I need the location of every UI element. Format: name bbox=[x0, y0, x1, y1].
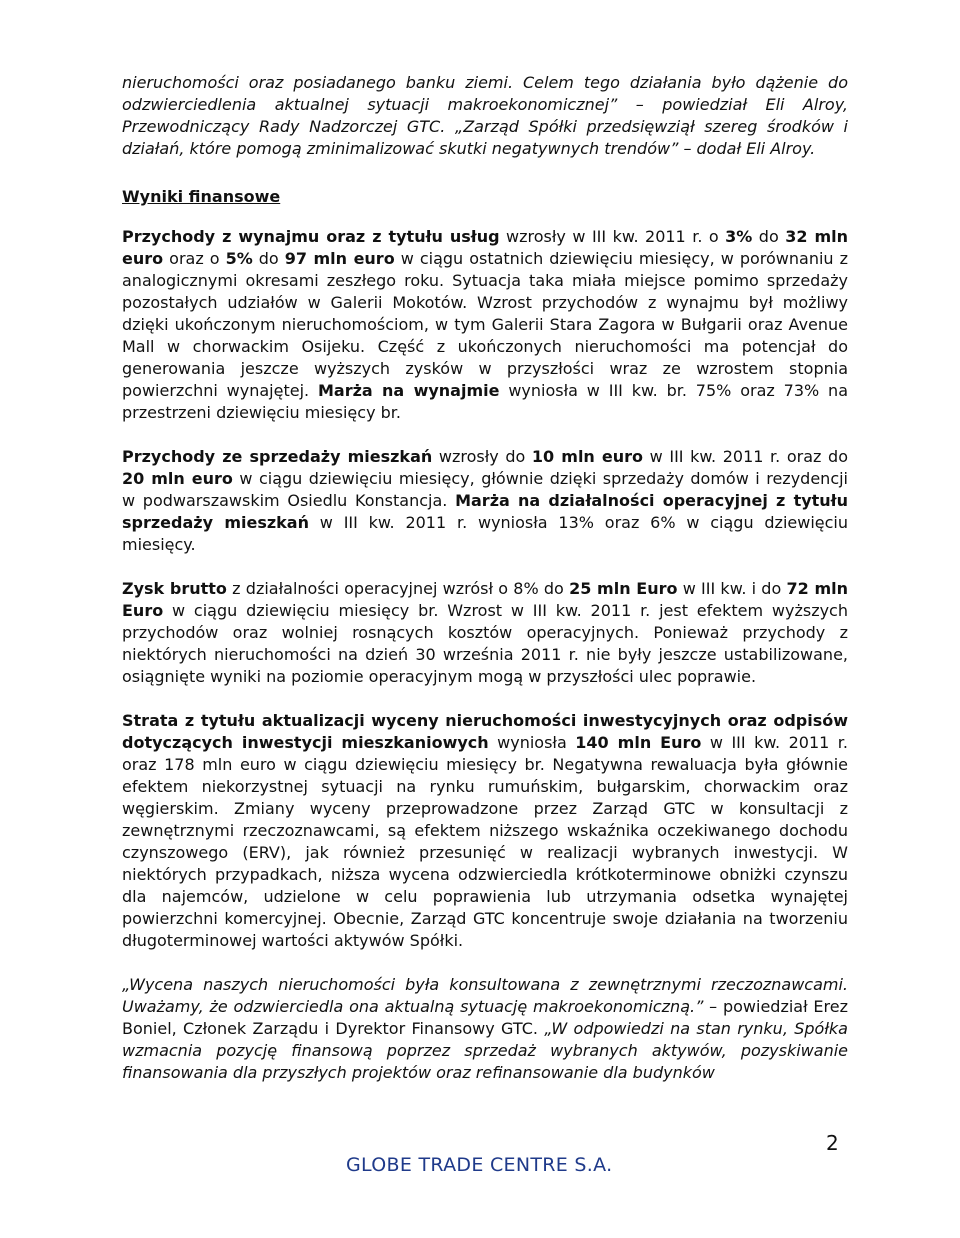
paragraph-rental-revenue bbox=[122, 226, 848, 424]
text-bold: 20 mln euro bbox=[122, 469, 233, 488]
text: wzrosły do bbox=[432, 447, 532, 466]
text: w III kw. i do bbox=[677, 579, 787, 598]
text: wyniosła bbox=[488, 733, 576, 752]
text-bold: Marża na działalności operacyjnej z tytułu sprzedaży mieszkań bbox=[122, 491, 849, 532]
text: wzrosły w III kw. 2011 r. o bbox=[499, 227, 726, 246]
text: wyniosła w III kw. br. 75% oraz 73% na przestrzeni dziewięciu miesięcy br. bbox=[122, 381, 849, 422]
footer-company-name: GLOBE TRADE CENTRE S.A. bbox=[346, 1154, 613, 1176]
text-bold: 72 mln Euro bbox=[122, 579, 849, 620]
text: w III kw. 2011 r. oraz do bbox=[643, 447, 848, 466]
text: w III kw. 2011 r. oraz 178 mln euro w ciągu dziewięciu miesięcy br. Negatywna rewaluacja była głównie efektem niekorzystnej sytuacji na rynku rumuńskim, bułgarskim, chorwackim oraz węgierskim. Zmiany wyceny przeprowadzone przez Zarząd GTC w konsultacji z zewnętrznymi rzeczoznawcami, są efektem niższego wskaźnika oczekiwanego dochodu czynszowego (ERV), jak również przesunięć w realizacji wybranych inwestycji. W niektórych przypadkach, niższa wycena odzwierciedla krótkoterminowe obniżki czynszu dla najemców, udzielone w celu poprawienia lub utrzymania odsetka wynajętej powierzchni komercyjnej. Obecnie, Zarząd GTC koncentruje swoje działania na tworzeniu długoterminowej wartości aktywów Spółki. bbox=[122, 733, 848, 950]
text-bold: 5% bbox=[225, 249, 253, 268]
text: oraz o bbox=[163, 249, 226, 268]
text: – powiedział Erez Boniel, Członek Zarządu i Dyrektor Finansowy GTC. bbox=[122, 997, 849, 1038]
text-bold: Przychody z wynajmu oraz z tytułu usług bbox=[122, 227, 500, 246]
text: w III kw. 2011 r. wyniosła 13% oraz 6% w ciągu dziewięciu miesięcy. bbox=[122, 513, 849, 554]
section-heading: Wyniki finansowe bbox=[122, 187, 281, 206]
text-bold: Marża na wynajmie bbox=[317, 381, 500, 400]
text-bold: Zysk brutto bbox=[122, 579, 227, 598]
intro-quote-1: nieruchomości oraz posiadanego banku ziemi. Celem tego działania było dążenie do odzwierciedlenia aktualnej sytuacji makroekonomicznej” – powiedział Eli Alroy, Przewodniczący Rady Nadzorczej GTC. bbox=[122, 73, 848, 136]
quote-italic: „Wycena naszych nieruchomości była konsultowana z zewnętrznymi rzeczoznawcami. Uważamy, że odzwierciedla ona aktualną sytuację makroekonomiczną.” bbox=[122, 975, 848, 1016]
text: do bbox=[252, 249, 285, 268]
text: z działalności operacyjnej wzrósł o 8% do bbox=[226, 579, 570, 598]
text-bold: 10 mln euro bbox=[531, 447, 644, 466]
text: w ciągu dziewięciu miesięcy, głównie dzięki sprzedaży domów i rezydencji w podwarszawskim Osiedlu Konstancja. bbox=[122, 469, 849, 510]
document-body bbox=[122, 72, 848, 1084]
text-bold: 140 mln Euro bbox=[575, 733, 702, 752]
paragraph-cfo-quote bbox=[122, 974, 848, 1084]
page-number: 2 bbox=[826, 1131, 839, 1155]
paragraph-valuation-loss bbox=[122, 710, 848, 952]
paragraph-intro bbox=[122, 72, 848, 160]
text-bold: 25 mln Euro bbox=[569, 579, 678, 598]
paragraph-gross-profit bbox=[122, 578, 848, 688]
text-bold: 3% bbox=[725, 227, 753, 246]
paragraph-sales-revenue bbox=[122, 446, 848, 556]
text-bold: 97 mln euro bbox=[284, 249, 395, 268]
text-bold: Przychody ze sprzedaży mieszkań bbox=[122, 447, 433, 466]
text-bold: Strata z tytułu aktualizacji wyceny nieruchomości inwestycyjnych oraz odpisów dotyczących inwestycji mieszkaniowych bbox=[122, 711, 848, 752]
text: w ciągu ostatnich dziewięciu miesięcy, w porównaniu z analogicznymi okresami zeszłego roku. Sytuacja taka miała miejsce pomimo sprzedaży pozostałych udziałów w Galerii Mokotów. Wzrost przychodów z wynajmu był możliwy dzięki ukończonym nieruchomościom, w tym Galerii Stara Zagora w Bułgarii oraz Avenue Mall w chorwackim Osijeku. Część z ukończonych nieruchomości ma potencjał do generowania jeszcze wyższych zysków w przyszłości wraz ze wzrostem stopnia powierzchni wynajętej. bbox=[122, 249, 848, 400]
intro-quote-2: „Zarząd Spółki przedsięwziął szereg środków i działań, które pomogą zminimalizować skutki negatywnych trendów” – dodał Eli Alroy. bbox=[122, 117, 849, 158]
text-bold: 32 mln euro bbox=[122, 227, 849, 268]
text: do bbox=[752, 227, 786, 246]
quote-italic: „W odpowiedzi na stan rynku, Spółka wzmacnia pozycję finansową poprzez sprzedaż wybranych aktywów, pozyskiwanie finansowania dla przyszłych projektów oraz refinansowanie dla budynków bbox=[122, 1019, 848, 1082]
text: w ciągu dziewięciu miesięcy br. Wzrost w III kw. 2011 r. jest efektem wyższych przychodów oraz wolniej rosnących kosztów operacyjnych. Ponieważ przychody z niektórych nieruchomości na dzień 30 września 2011 r. nie były jeszcze ustabilizowane, osiągnięte wyniki na poziomie operacyjnym mogą w przyszłości ulec poprawie. bbox=[122, 601, 848, 686]
